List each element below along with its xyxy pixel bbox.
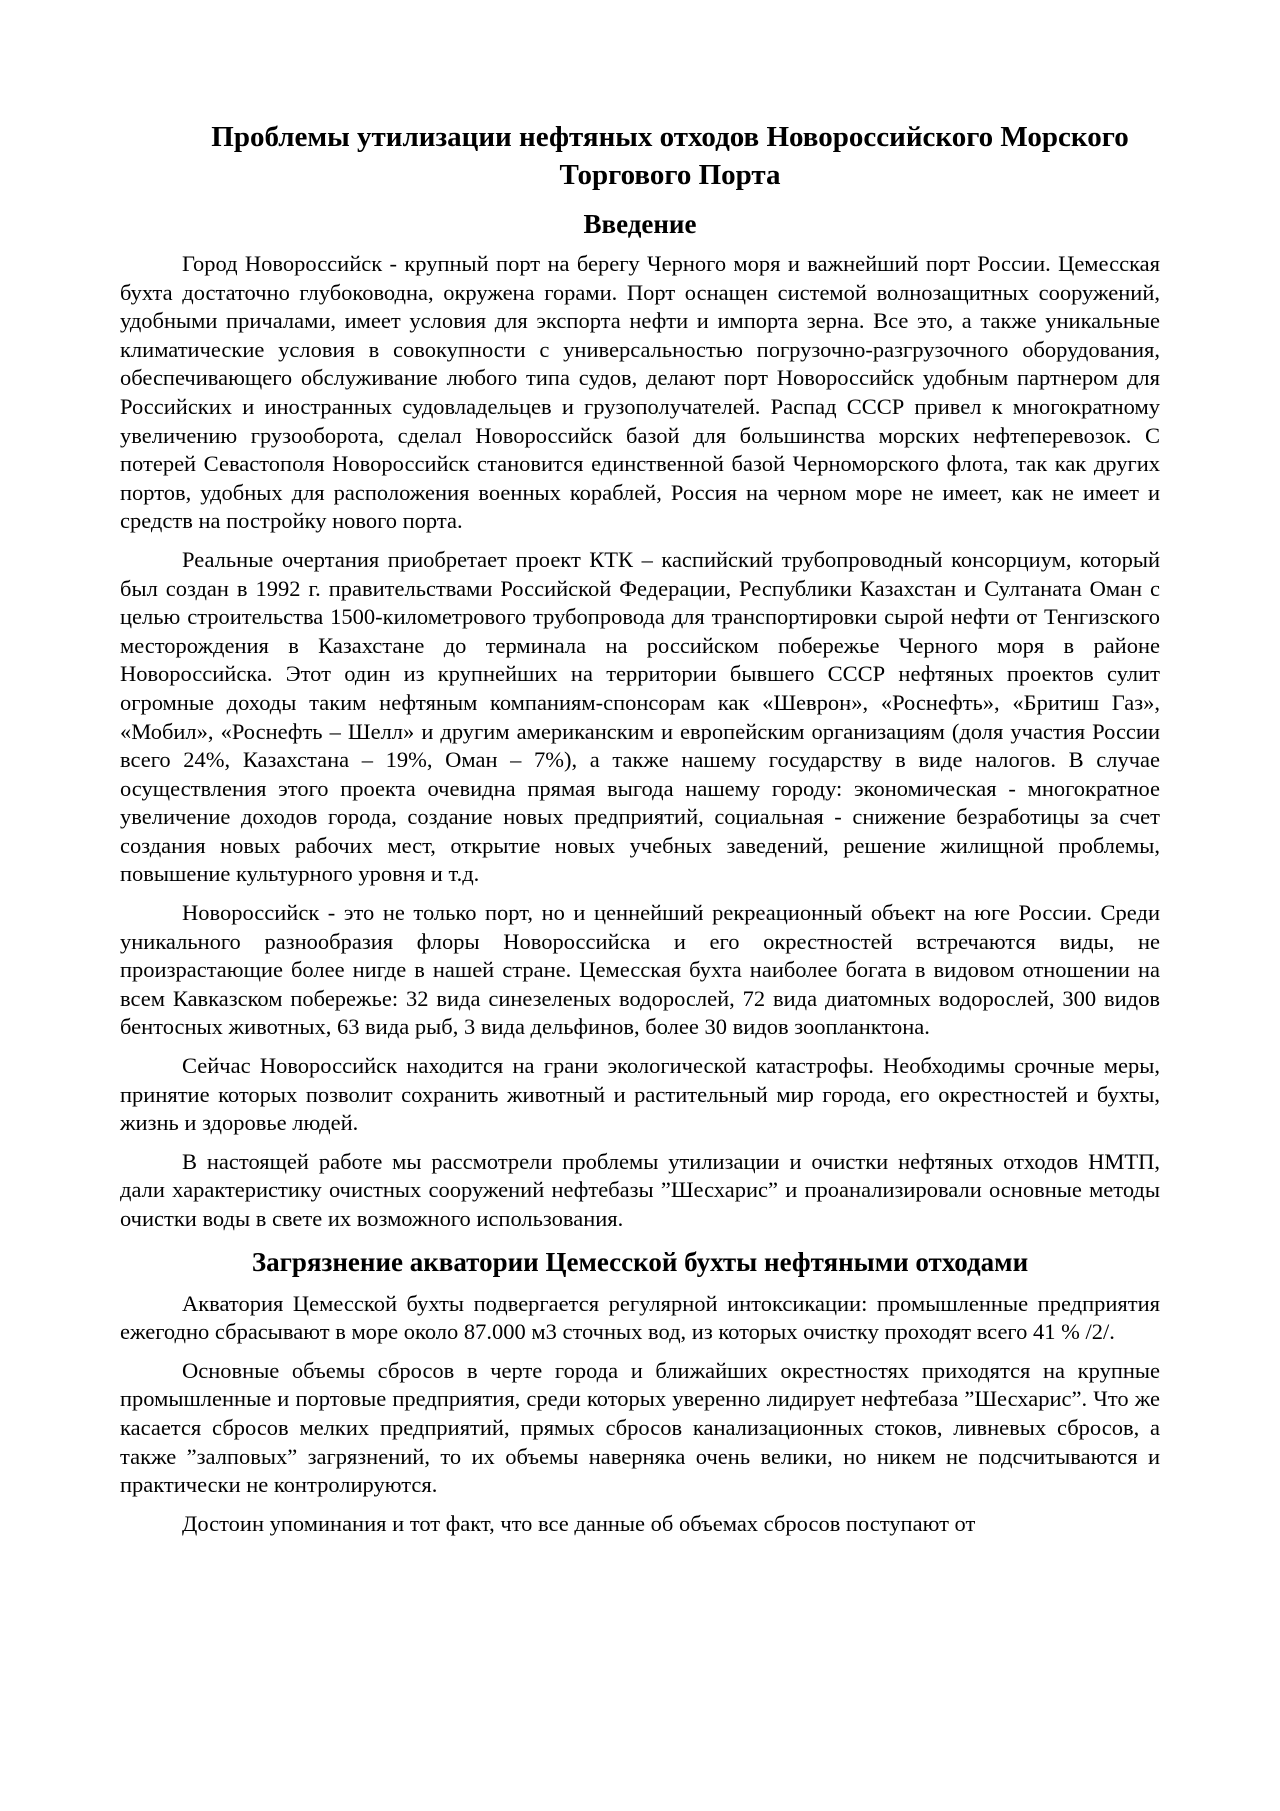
paragraph: Новороссийск - это не только порт, но и ценнейший рекреационный объект на юге России. Среди уникального разнообразия флоры Новороссийска и его окрестностей встречаются виды, не произрастающие более нигде в нашей стране. Цемесская бухта наиболее богата в видовом отношении на всем Кавказском побережье: 32 вида синезеленых водорослей, 72 вида диатомных водорослей, 300 видов бентосных животных, 63 вида рыб, 3 вида дельфинов, более 30 видов зоопланктона. — [120, 900, 1160, 1040]
section-heading-pollution: Загрязнение акватории Цемесской бухты нефтяными отходами — [251, 1246, 1029, 1277]
paragraph: Акватория Цемесской бухты подвергается регулярной интоксикации: промышленные предприятия ежегодно сбрасывают в море около 87.000 м3 сточных вод, из которых очистку проходят всего 41 % /2/. — [120, 1290, 1160, 1345]
section-heading-introduction: Введение — [583, 209, 697, 239]
paragraph: Реальные очертания приобретает проект КТК – каспийский трубопроводный консорциум, который был создан в 1992 г. правительствами Российской Федерации, Республики Казахстан и Султаната Оман с целью строительства 1500-километрового трубопровода для транспортировки сырой нефти от Тенгизского месторождения в Казахстане до терминала на российском побережье Черного моря в районе Новороссийска. Этот один из крупнейших на территории бывшего СССР нефтяных проектов сулит огромные доходы таким нефтяным компаниям-спонсорам как «Шеврон», «Роснефть», «Бритиш Газ», «Мобил», «Роснефть – Шелл» и другим американским и европейским организациям (доля участия России всего 24%, Казахстана – 19%, Оман – 7%), а также нашему государству в виде налогов. В случае осуществления этого проекта очевидна прямая выгода нашему городу: экономическая - многократное увеличение доходов города, создание новых предприятий, социальная - снижение безработицы за счет создания новых рабочих мест, открытие новых учебных заведений, решение жилищной проблемы, повышение культурного уровня и т.д. — [120, 546, 1160, 887]
paragraph: Сейчас Новороссийск находится на грани экологической катастрофы. Необходимы срочные меры, принятие которых позволит сохранить животный и растительный мир города, его окрестностей и бухты, жизнь и здоровье людей. — [120, 1053, 1160, 1136]
document-body — [120, 118, 1160, 1548]
paragraph: Город Новороссийск - крупный порт на берегу Черного моря и важнейший порт России. Цемесская бухта достаточно глубоководна, окружена горами. Порт оснащен системой волнозащитных сооружений, удобными причалами, имеет условия для экспорта нефти и импорта зерна. Все это, а также уникальные климатические условия в совокупности с универсальностью погрузочно-разгрузочного оборудования, обеспечивающего обслуживание любого типа судов, делают порт Новороссийск удобным партнером для Российских и иностранных судовладельцев и грузополучателей. Распад СССР привел к многократному увеличению грузооборота, сделал Новороссийск базой для большинства морских нефтеперевозок. С потерей Севастополя Новороссийск становится единственной базой Черноморского флота, так как других портов, удобных для расположения военных кораблей, Россия на черном море не имеет, как не имеет и средств на постройку нового порта. — [120, 251, 1160, 534]
paragraph: Достоин упоминания и тот факт, что все данные об объемах сбросов поступают от — [182, 1510, 976, 1536]
paragraph: В настоящей работе мы рассмотрели проблемы утилизации и очистки нефтяных отходов НМТП, дали характеристику очистных сооружений нефтебазы ”Шесхарис” и проанализировали основные методы очистки воды в свете их возможного использования. — [120, 1148, 1160, 1231]
paragraph: Основные объемы сбросов в черте города и ближайших окрестностях приходятся на крупные промышленные и портовые предприятия, среди которых уверенно лидирует нефтебаза ”Шесхарис”. Что же касается сбросов мелких предприятий, прямых сбросов канализационных стоков, ливневых сбросов, а также ”залповых” загрязнений, то их объемы наверняка очень велики, но никем не подсчитываются и практически не контролируются. — [120, 1357, 1160, 1498]
document-title: Проблемы утилизации нефтяных отходов Новороссийского Морского Торгового Порта — [211, 121, 1129, 191]
